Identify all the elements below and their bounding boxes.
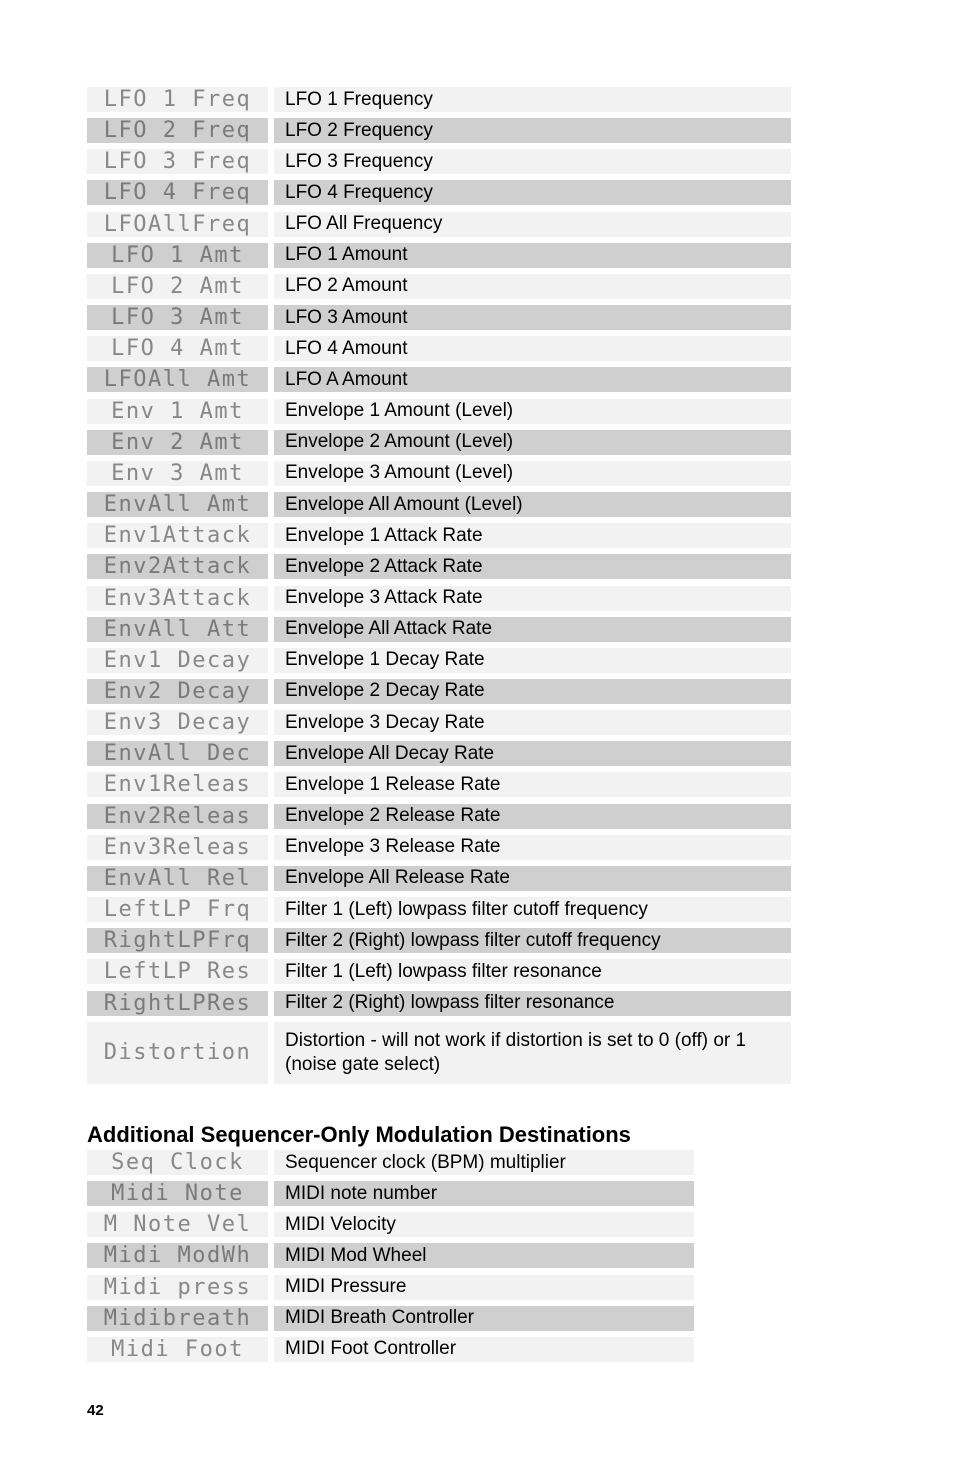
table-row — [87, 991, 791, 1016]
modulation-destinations-table — [87, 87, 791, 1090]
description-cell: Envelope All Attack Rate — [274, 617, 791, 642]
lcd-code-cell: LFO 3 Amt — [87, 305, 268, 330]
lcd-code-cell: Midi Note — [87, 1181, 268, 1206]
description-cell: Envelope All Decay Rate — [274, 741, 791, 766]
table-row — [87, 523, 791, 548]
description-cell: Envelope 2 Amount (Level) — [274, 430, 791, 455]
lcd-code-cell: Env1Releas — [87, 772, 268, 797]
lcd-code-cell: Env1 Decay — [87, 648, 268, 673]
table-row — [87, 928, 791, 953]
description-cell: MIDI Mod Wheel — [274, 1243, 694, 1268]
table-row — [87, 1212, 694, 1237]
lcd-code-cell: Midibreath — [87, 1306, 268, 1331]
table-row — [87, 866, 791, 891]
lcd-code-cell: LFO 1 Amt — [87, 243, 268, 268]
lcd-code-cell: EnvAll Rel — [87, 866, 268, 891]
table-row — [87, 897, 791, 922]
lcd-code-cell: Env1Attack — [87, 523, 268, 548]
description-cell: LFO 3 Frequency — [274, 149, 791, 174]
lcd-code-cell: Env3Attack — [87, 586, 268, 611]
table-row — [87, 1181, 694, 1206]
lcd-code-cell: EnvAll Att — [87, 617, 268, 642]
description-cell: Envelope 3 Decay Rate — [274, 710, 791, 735]
table-row — [87, 87, 791, 112]
table-row — [87, 1150, 694, 1175]
table-row — [87, 118, 791, 143]
lcd-code-cell: Env2 Decay — [87, 679, 268, 704]
table-row — [87, 1275, 694, 1300]
description-cell: Envelope 1 Release Rate — [274, 772, 791, 797]
table-row — [87, 554, 791, 579]
lcd-code-cell: Distortion — [87, 1022, 268, 1084]
table-row — [87, 180, 791, 205]
table-row — [87, 835, 791, 860]
lcd-code-cell: LFO 4 Amt — [87, 336, 268, 361]
table-row — [87, 617, 791, 642]
lcd-code-cell: LFO 3 Freq — [87, 149, 268, 174]
description-cell: Envelope 3 Amount (Level) — [274, 461, 791, 486]
lcd-code-cell: LFO 2 Freq — [87, 118, 268, 143]
table-row — [87, 741, 791, 766]
lcd-code-cell: EnvAll Dec — [87, 741, 268, 766]
table-row — [87, 1243, 694, 1268]
description-cell: Envelope 1 Amount (Level) — [274, 399, 791, 424]
description-cell: Envelope 3 Attack Rate — [274, 586, 791, 611]
lcd-code-cell: LFO 2 Amt — [87, 274, 268, 299]
lcd-code-cell: LFO 4 Freq — [87, 180, 268, 205]
table-row — [87, 430, 791, 455]
description-cell: Filter 2 (Right) lowpass filter resonance — [274, 991, 791, 1016]
lcd-code-cell: EnvAll Amt — [87, 492, 268, 517]
lcd-code-cell: Seq Clock — [87, 1150, 268, 1175]
lcd-code-cell: Midi Foot — [87, 1337, 268, 1362]
description-cell: Envelope 3 Release Rate — [274, 835, 791, 860]
lcd-code-cell: Env3 Decay — [87, 710, 268, 735]
description-cell: MIDI Velocity — [274, 1212, 694, 1237]
lcd-code-cell: Env2Attack — [87, 554, 268, 579]
table-row — [87, 710, 791, 735]
lcd-code-cell: M Note Vel — [87, 1212, 268, 1237]
table-row — [87, 243, 791, 268]
description-cell: Envelope 1 Decay Rate — [274, 648, 791, 673]
lcd-code-cell: LFOAllFreq — [87, 212, 268, 237]
table-row — [87, 336, 791, 361]
lcd-code-cell: LFOAll Amt — [87, 367, 268, 392]
description-cell: LFO 3 Amount — [274, 305, 791, 330]
table-row — [87, 274, 791, 299]
lcd-code-cell: Env2Releas — [87, 804, 268, 829]
description-cell: MIDI Breath Controller — [274, 1306, 694, 1331]
description-cell: Filter 1 (Left) lowpass filter resonance — [274, 959, 791, 984]
lcd-code-cell: Midi press — [87, 1275, 268, 1300]
table-row — [87, 586, 791, 611]
table-row — [87, 1337, 694, 1362]
table-row — [87, 305, 791, 330]
description-cell: MIDI note number — [274, 1181, 694, 1206]
sequencer-destinations-table — [87, 1150, 694, 1368]
description-cell: Filter 1 (Left) lowpass filter cutoff frequency — [274, 897, 791, 922]
table-row — [87, 367, 791, 392]
lcd-code-cell: LeftLP Frq — [87, 897, 268, 922]
table-row — [87, 492, 791, 517]
description-cell: Sequencer clock (BPM) multiplier — [274, 1150, 694, 1175]
description-cell: LFO 4 Amount — [274, 336, 791, 361]
table-row — [87, 461, 791, 486]
section-heading: Additional Sequencer-Only Modulation Destinations — [87, 1122, 631, 1147]
description-cell: Envelope 2 Release Rate — [274, 804, 791, 829]
lcd-code-cell: Midi ModWh — [87, 1243, 268, 1268]
table-row — [87, 149, 791, 174]
table-row — [87, 1306, 694, 1331]
lcd-code-cell: Env3Releas — [87, 835, 268, 860]
table-row — [87, 679, 791, 704]
table-row — [87, 399, 791, 424]
description-cell: Envelope All Release Rate — [274, 866, 791, 891]
table-row — [87, 1022, 791, 1084]
page-number: 42 — [87, 1402, 104, 1419]
lcd-code-cell: LFO 1 Freq — [87, 87, 268, 112]
lcd-code-cell: LeftLP Res — [87, 959, 268, 984]
lcd-code-cell: Env 2 Amt — [87, 430, 268, 455]
description-cell: MIDI Foot Controller — [274, 1337, 694, 1362]
description-cell: LFO 1 Frequency — [274, 87, 791, 112]
lcd-code-cell: RightLPFrq — [87, 928, 268, 953]
description-cell: Envelope 1 Attack Rate — [274, 523, 791, 548]
description-cell: LFO 2 Frequency — [274, 118, 791, 143]
lcd-code-cell: RightLPRes — [87, 991, 268, 1016]
table-row — [87, 959, 791, 984]
lcd-code-cell: Env 3 Amt — [87, 461, 268, 486]
table-row — [87, 772, 791, 797]
description-cell: MIDI Pressure — [274, 1275, 694, 1300]
description-cell: Envelope All Amount (Level) — [274, 492, 791, 517]
description-cell: Filter 2 (Right) lowpass filter cutoff frequency — [274, 928, 791, 953]
table-row — [87, 212, 791, 237]
description-cell: LFO 4 Frequency — [274, 180, 791, 205]
description-cell: LFO 1 Amount — [274, 243, 791, 268]
table-row — [87, 648, 791, 673]
description-cell: Distortion - will not work if distortion is set to 0 (off) or 1 (noise gate select) — [274, 1022, 791, 1084]
table-row — [87, 804, 791, 829]
description-cell: Envelope 2 Decay Rate — [274, 679, 791, 704]
lcd-code-cell: Env 1 Amt — [87, 399, 268, 424]
description-cell: LFO A Amount — [274, 367, 791, 392]
description-cell: LFO All Frequency — [274, 212, 791, 237]
description-cell: LFO 2 Amount — [274, 274, 791, 299]
description-cell: Envelope 2 Attack Rate — [274, 554, 791, 579]
